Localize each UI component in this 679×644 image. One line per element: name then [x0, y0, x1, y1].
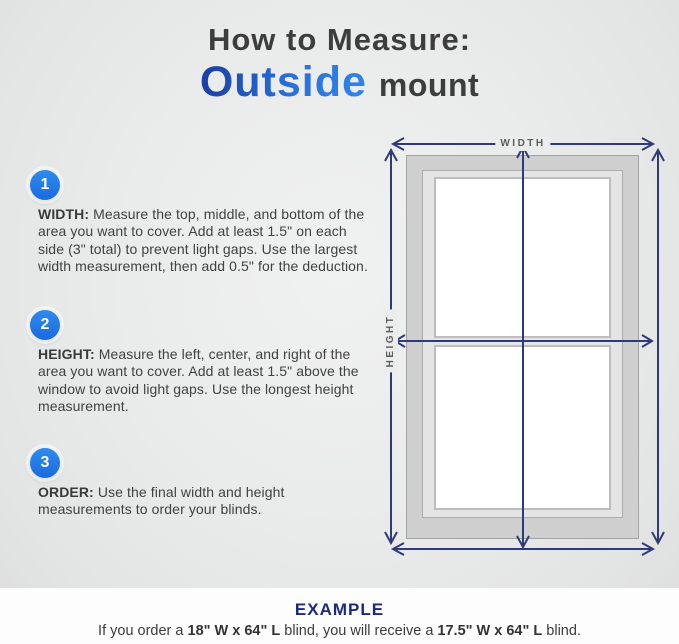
step-3-body: Use the final width and height measurements to order your blinds.: [38, 484, 285, 518]
window-frame: [406, 155, 639, 539]
height-label: HEIGHT: [384, 310, 398, 373]
width-label: WIDTH: [495, 137, 550, 151]
step-1-label: WIDTH:: [38, 206, 90, 222]
step-3-number: 3: [40, 454, 50, 471]
mount-word: mount: [378, 67, 480, 103]
example-part1: If you order a: [98, 623, 188, 639]
step-2-number: 2: [40, 316, 50, 333]
window-pane-top: [434, 177, 611, 338]
window-casing: [422, 170, 623, 518]
step-1-number: 1: [40, 176, 50, 193]
step-1-body: Measure the top, middle, and bottom of the area you want to cover. Add at least 1.5" on each side (3" total) to prevent light gaps. Use the largest width measurement, then add 0.5" for the deduction.: [38, 206, 368, 275]
page-title: How to Measure:: [207, 22, 472, 57]
example-part2: blind, you will receive a: [280, 623, 438, 639]
example-part3: blind.: [542, 623, 581, 639]
window-pane-bottom: [434, 345, 611, 510]
bottom-width-arrow: [393, 543, 653, 555]
right-height-arrow: [652, 150, 664, 543]
mount-type-highlight: Outside: [199, 58, 367, 106]
step-2-label: HEIGHT:: [38, 346, 95, 362]
step-3-label: ORDER:: [38, 484, 94, 500]
example-heading: EXAMPLE: [294, 600, 385, 619]
example-sentence: [0, 623, 679, 639]
step-2-body: Measure the left, center, and right of the area you want to cover. Add at least 1.5" above the window to avoid light gaps. Use the longest height measurement.: [38, 346, 359, 415]
ordered-size: 18" W x 64" L: [187, 623, 281, 639]
example-footer: [0, 588, 679, 644]
received-size: 17.5" W x 64" L: [437, 623, 543, 639]
